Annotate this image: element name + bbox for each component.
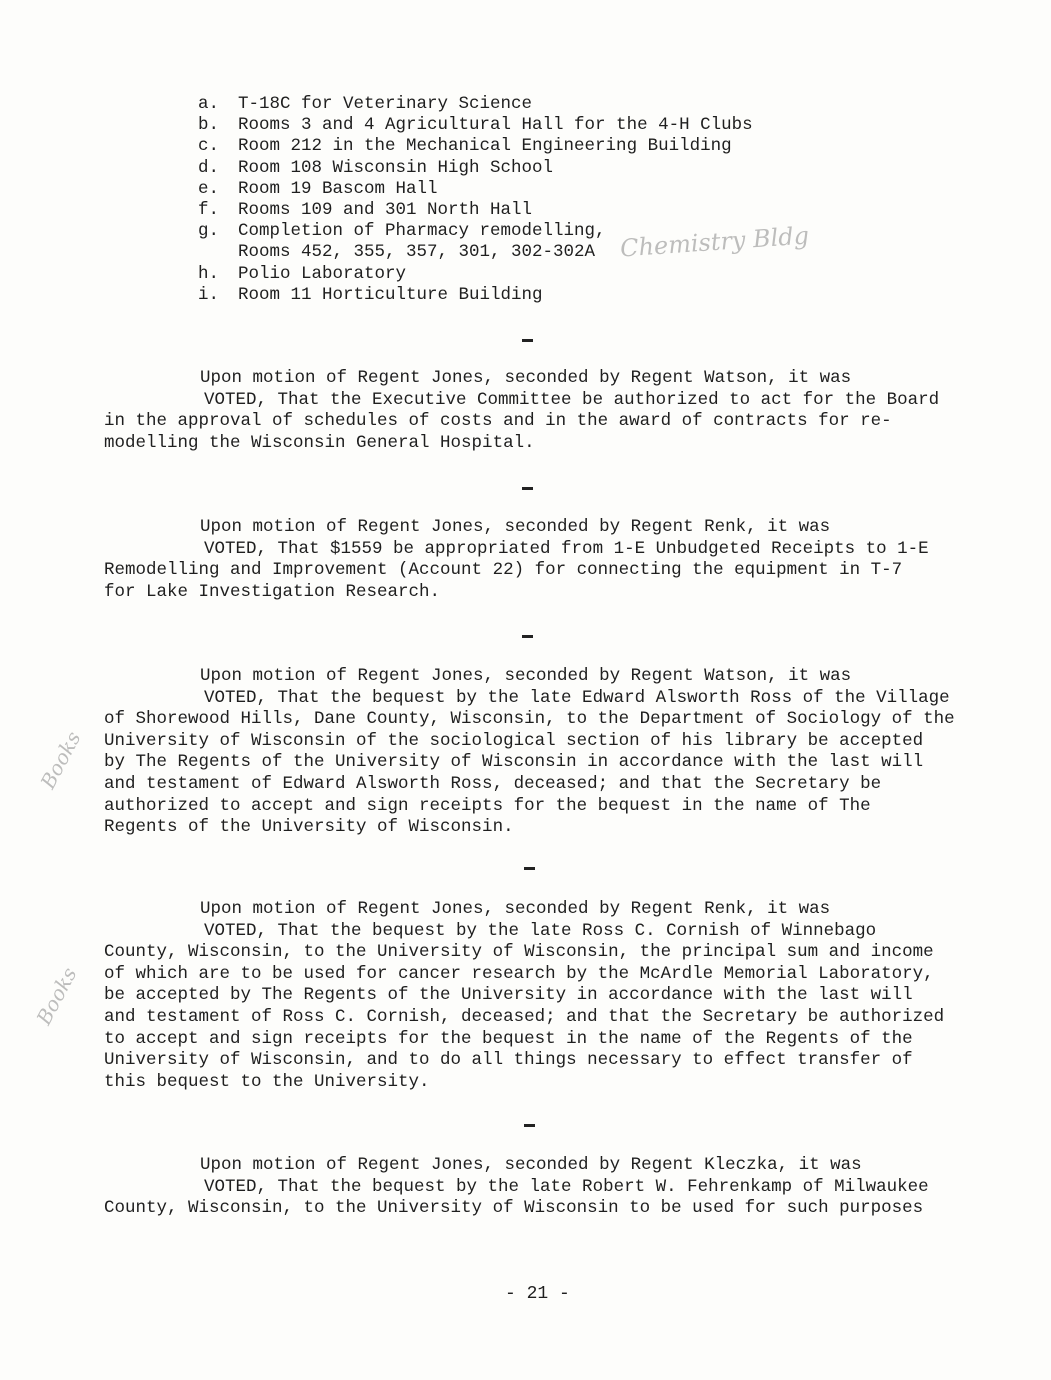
paragraph-line: Remodelling and Improvement (Account 22) for connecting the equipment in T-7 [104, 560, 903, 581]
list-text: Rooms 3 and 4 Agricultural Hall for the 4-H Clubs [238, 115, 753, 136]
paragraph-line: VOTED, That the bequest by the late Robert W. Fehrenkamp of Milwaukee [204, 1176, 929, 1197]
paragraph-line: and testament of Ross C. Cornish, deceased; and that the Secretary be authorized [104, 1006, 945, 1027]
section-separator [524, 1124, 535, 1127]
paragraph-line: and testament of Edward Alsworth Ross, deceased; and that the Secretary be [104, 773, 882, 794]
paragraph-line: authorized to accept and sign receipts for the bequest in the name of The [104, 795, 871, 816]
paragraph-line: Upon motion of Regent Jones, seconded by Regent Kleczka, it was [200, 1155, 862, 1175]
paragraph-line: Upon motion of Regent Jones, seconded by Regent Watson, it was [200, 666, 852, 686]
paragraph-line: to accept and sign receipts for the bequest in the name of the Regents of the [104, 1028, 913, 1049]
list-text: Room 108 Wisconsin High School [238, 157, 554, 178]
list-text: Rooms 452, 355, 357, 301, 302-302A [238, 242, 596, 263]
resolution-paragraph [104, 368, 974, 454]
list-item [198, 200, 753, 221]
handwritten-annotation: Books [35, 727, 86, 793]
list-item [198, 264, 753, 285]
list-item [198, 285, 753, 306]
list-text: T-18C for Veterinary Science [238, 94, 533, 114]
list-marker: a. [198, 94, 220, 114]
list-text: Room 19 Bascom Hall [238, 178, 438, 199]
paragraph-line: Regents of the University of Wisconsin. [104, 817, 514, 838]
paragraph-line: of which are to be used for cancer research by the McArdle Memorial Laboratory, [104, 963, 934, 984]
list-marker: g. [198, 221, 220, 242]
section-separator [524, 867, 535, 870]
paragraph-line: Upon motion of Regent Jones, seconded by Regent Renk, it was [200, 899, 831, 919]
section-separator [522, 487, 533, 490]
paragraph-line: VOTED, That the bequest by the late Edward Alsworth Ross of the Village [204, 687, 950, 708]
paragraph-line: modelling the Wisconsin General Hospital. [104, 432, 535, 453]
paragraph-line: Upon motion of Regent Jones, seconded by Regent Watson, it was [200, 368, 852, 388]
paragraph-line: in the approval of schedules of costs and in the award of contracts for re- [104, 411, 892, 432]
section-separator [522, 339, 533, 342]
list-marker: e. [198, 178, 220, 199]
handwritten-annotation: Books [31, 963, 82, 1029]
paragraph-line: of Shorewood Hills, Dane County, Wisconsin, to the Department of Sociology of the [104, 709, 955, 730]
paragraph-line: County, Wisconsin, to the University of Wisconsin to be used for such purposes [104, 1198, 924, 1219]
list-item [198, 158, 753, 179]
paragraph-line: VOTED, That the Executive Committee be authorized to act for the Board [204, 389, 940, 410]
paragraph-line: for Lake Investigation Research. [104, 581, 441, 602]
resolution-paragraph [104, 666, 974, 839]
section-separator [522, 635, 533, 638]
list-text: Rooms 109 and 301 North Hall [238, 199, 533, 220]
paragraph-line: University of Wisconsin, and to do all things necessary to effect transfer of [104, 1050, 913, 1071]
list-marker: h. [198, 263, 220, 284]
paragraph-line: County, Wisconsin, to the University of Wisconsin, the principal sum and income [104, 942, 934, 963]
paragraph-line: University of Wisconsin of the sociological section of his library be accepted [104, 730, 924, 751]
list-text: Completion of Pharmacy remodelling, [238, 221, 606, 242]
list-text: Room 212 in the Mechanical Engineering Building [238, 136, 732, 157]
list-marker: i. [198, 284, 220, 305]
resolution-paragraph [104, 899, 974, 1093]
list-item [198, 179, 753, 200]
list-marker: c. [198, 136, 220, 157]
paragraph-line: VOTED, That $1559 be appropriated from 1-E Unbudgeted Receipts to 1-E [204, 538, 929, 559]
resolution-paragraph [104, 517, 974, 603]
list-text: Polio Laboratory [238, 263, 407, 284]
page-number: - 21 - [505, 1284, 570, 1304]
paragraph-line: by The Regents of the University of Wisconsin in accordance with the last will [104, 752, 924, 773]
list-marker: d. [198, 157, 220, 178]
paragraph-line: VOTED, That the bequest by the late Ross C. Cornish of Winnebago [204, 920, 877, 941]
list-text: Room 11 Horticulture Building [238, 284, 543, 305]
list-marker: f. [198, 199, 220, 220]
paragraph-line: Upon motion of Regent Jones, seconded by Regent Renk, it was [200, 517, 831, 537]
list-item [198, 94, 753, 115]
room-list [198, 94, 753, 306]
list-item [198, 115, 753, 136]
list-item [198, 136, 753, 157]
list-marker: b. [198, 115, 220, 136]
paragraph-line: be accepted by The Regents of the University in accordance with the last will [104, 985, 913, 1006]
resolution-paragraph [104, 1155, 974, 1220]
handwritten-annotation: Chemistry Bldg [619, 221, 810, 263]
paragraph-line: this bequest to the University. [104, 1071, 430, 1092]
